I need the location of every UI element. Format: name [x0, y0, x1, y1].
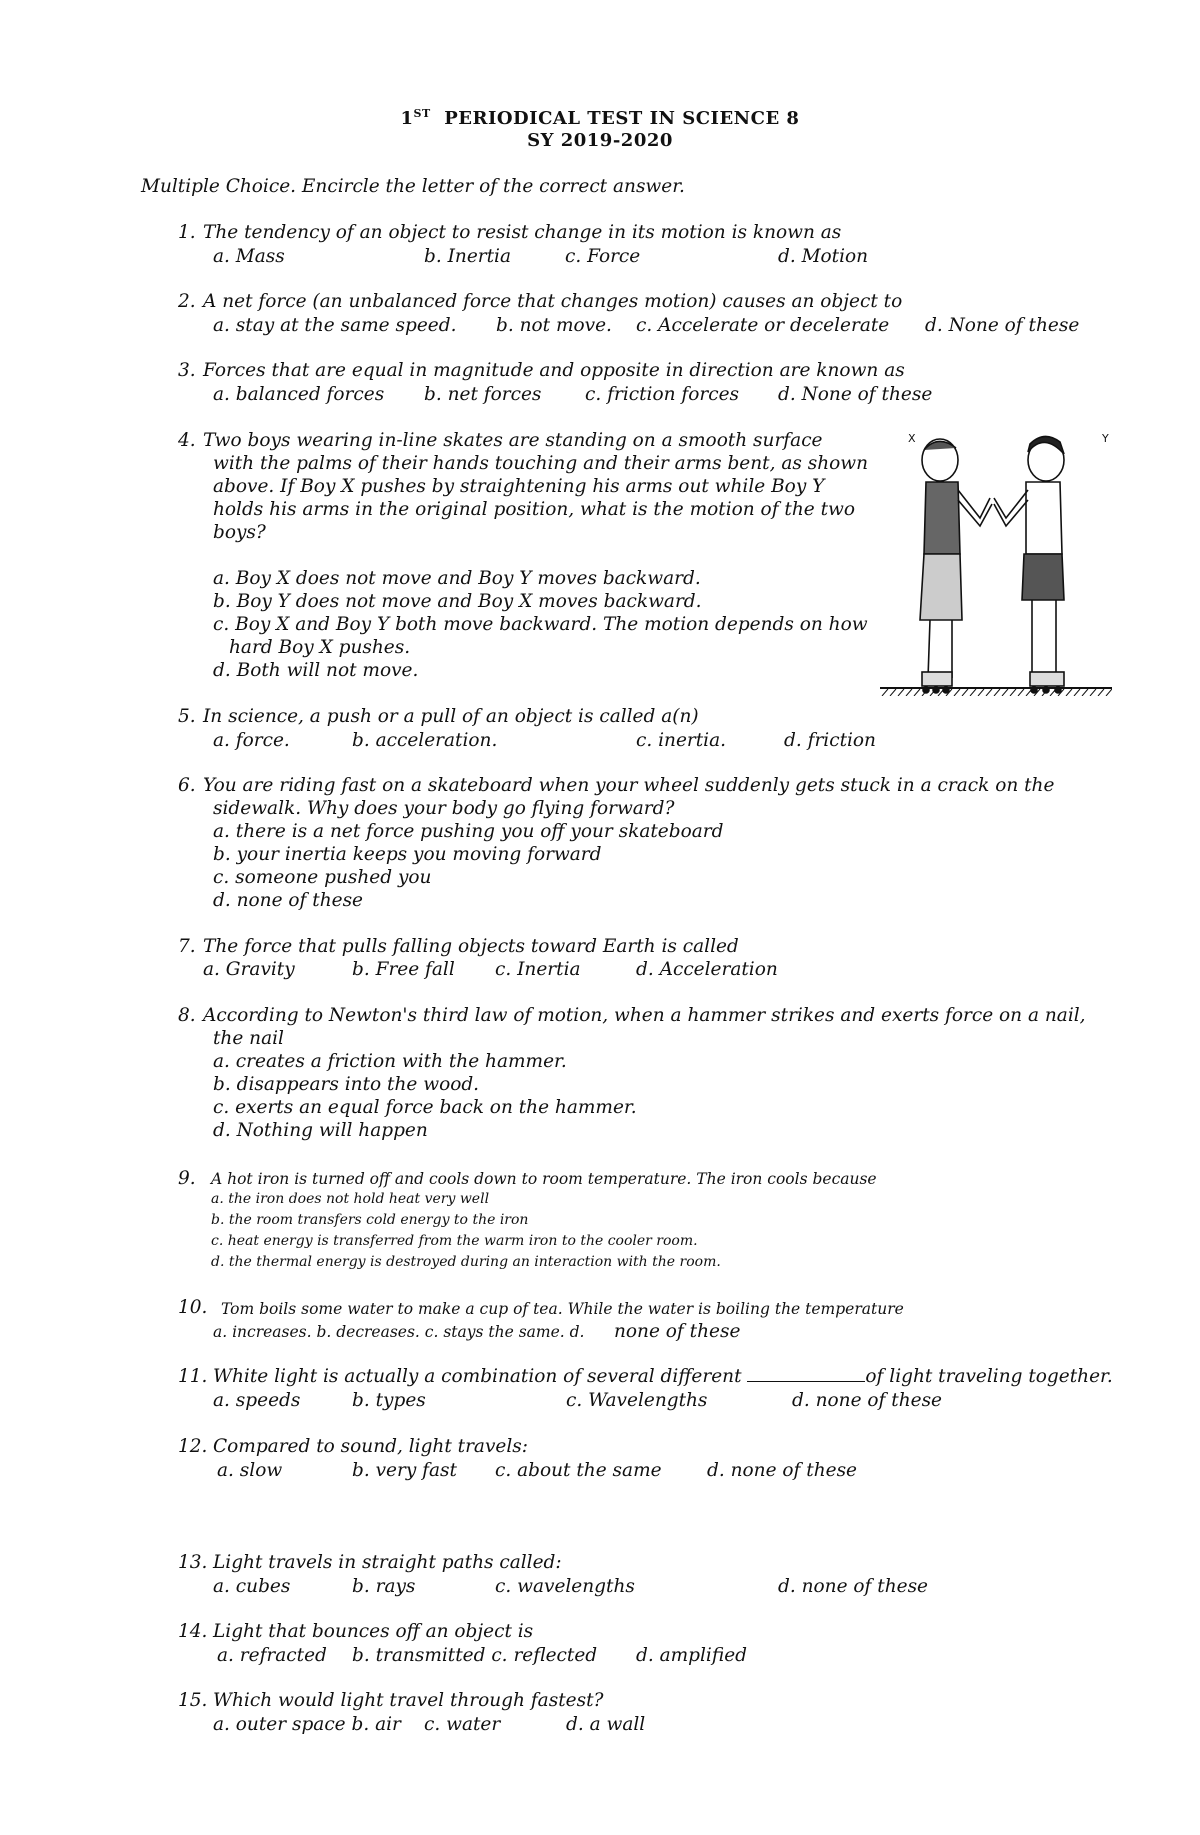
ground-hatch — [890, 689, 896, 696]
choice-c[interactable]: c. Force — [565, 246, 641, 267]
question-number: 15. — [178, 1690, 208, 1711]
question-text: above. If Boy X pushes by straightening his arms out while Boy Y — [213, 476, 825, 497]
answer-blank[interactable] — [747, 1367, 865, 1382]
title-number: 1 — [400, 108, 414, 129]
choice-c[interactable]: c. exerts an equal force back on the hammer. — [213, 1097, 637, 1118]
choice-a[interactable]: a. speeds — [213, 1390, 301, 1411]
question-text: The tendency of an object to resist change in its motion is known as — [203, 222, 842, 243]
choice-d[interactable]: d. Acceleration — [636, 959, 778, 980]
instructions: Multiple Choice. Encircle the letter of the correct answer. — [141, 176, 685, 197]
ground-hatch — [970, 689, 976, 696]
question-number: 6. — [178, 775, 196, 796]
question-text: sidewalk. Why does your body go flying forward? — [213, 798, 675, 819]
school-year: SY 2019-2020 — [527, 130, 673, 151]
choice-d[interactable]: none of these — [614, 1321, 741, 1342]
ground-hatch — [1002, 689, 1008, 696]
choice-c[interactable]: c. Wavelengths — [566, 1390, 708, 1411]
choice-d[interactable]: d. none of these — [778, 1576, 929, 1597]
ground-hatch — [962, 689, 968, 696]
choice-d[interactable]: d. None of these — [778, 384, 933, 405]
choice-c[interactable]: c. heat energy is transferred from the warm iron to the cooler room. — [211, 1233, 698, 1249]
choice-d[interactable]: d. none of these — [707, 1460, 858, 1481]
question-text: You are riding fast on a skateboard when your wheel suddenly gets stuck in a crack on the — [203, 775, 1055, 796]
choice-c[interactable]: c. Accelerate or decelerate — [636, 315, 890, 336]
question-number: 2. — [178, 291, 196, 312]
skaters-figure — [880, 428, 1112, 696]
choice-a[interactable]: a. there is a net force pushing you off your skateboard — [213, 821, 724, 842]
question-text: Two boys wearing in-line skates are standing on a smooth surface — [203, 430, 823, 451]
choice-a[interactable]: a. Gravity — [203, 959, 295, 980]
choice-a[interactable]: a. refracted — [217, 1645, 327, 1666]
choice-c-continued: hard Boy X pushes. — [229, 637, 411, 658]
choice-b[interactable]: b. rays — [352, 1576, 416, 1597]
choice-a[interactable]: a. the iron does not hold heat very well — [211, 1191, 490, 1207]
question-number: 1. — [178, 222, 196, 243]
choice-c[interactable]: c. water — [424, 1714, 501, 1735]
question-text: holds his arms in the original position, what is the motion of the two — [213, 499, 856, 520]
question-number: 5. — [178, 706, 196, 727]
ground-hatch — [882, 689, 888, 696]
choice-d[interactable]: d. none of these — [213, 890, 364, 911]
ground-hatch — [1098, 689, 1104, 696]
choice-b[interactable]: b. acceleration. — [352, 730, 498, 751]
choice-d[interactable]: d. Both will not move. — [213, 660, 419, 681]
choice-d[interactable]: d. Nothing will happen — [213, 1120, 428, 1141]
ground-hatch — [1066, 689, 1072, 696]
question-number: 12. — [178, 1436, 208, 1457]
choice-b[interactable]: b. types — [352, 1390, 426, 1411]
choice-b[interactable]: b. very fast — [352, 1460, 457, 1481]
question-text-part-1: White light is actually a combination of several different — [213, 1366, 742, 1387]
choice-a[interactable]: a. stay at the same speed. — [213, 315, 457, 336]
question-number: 7. — [178, 936, 196, 957]
ground-hatch — [994, 689, 1000, 696]
ground-hatch — [1082, 689, 1088, 696]
ground-hatch — [1106, 689, 1112, 696]
ground-hatch — [898, 689, 904, 696]
question-text: the nail — [213, 1028, 284, 1049]
choice-c[interactable]: c. someone pushed you — [213, 867, 432, 888]
question-text: boys? — [213, 522, 266, 543]
figure-label-y: Y — [1102, 432, 1109, 445]
choice-c[interactable]: c. Inertia — [495, 959, 581, 980]
question-number: 13. — [178, 1552, 208, 1573]
choice-a[interactable]: a. Boy X does not move and Boy Y moves backward. — [213, 568, 701, 589]
question-number: 8. — [178, 1005, 196, 1026]
question-text — [213, 1366, 1113, 1387]
question-number: 9. — [178, 1168, 196, 1189]
choice-a[interactable]: a. slow — [217, 1460, 283, 1481]
choices-a-b[interactable]: a. outer space b. air — [213, 1714, 401, 1735]
ground-hatch — [986, 689, 992, 696]
ground-hatch — [906, 689, 912, 696]
ground-hatch — [1010, 689, 1016, 696]
question-number: 4. — [178, 430, 196, 451]
figure-label-x: X — [908, 432, 916, 445]
choice-b[interactable]: b. Inertia — [424, 246, 511, 267]
title-text: PERIODICAL TEST IN SCIENCE 8 — [444, 108, 800, 129]
ground-hatch — [1074, 689, 1080, 696]
question-text: Light travels in straight paths called: — [213, 1552, 562, 1573]
choice-d[interactable]: d. None of these — [925, 315, 1080, 336]
choice-a[interactable]: a. cubes — [213, 1576, 291, 1597]
choice-a[interactable]: a. Mass — [213, 246, 285, 267]
choice-c[interactable]: c. about the same — [495, 1460, 662, 1481]
choice-d[interactable]: d. friction — [784, 730, 876, 751]
choice-c[interactable]: c. inertia. — [636, 730, 727, 751]
question-text: In science, a push or a pull of an object is called a(n) — [203, 706, 699, 727]
question-text: Tom boils some water to make a cup of tea. While the water is boiling the temperature — [221, 1300, 904, 1318]
choices-a-to-c[interactable]: a. increases. b. decreases. c. stays the same. d. — [213, 1323, 585, 1341]
title-superscript: ST — [413, 107, 431, 120]
question-text: A net force (an unbalanced force that changes motion) causes an object to — [203, 291, 903, 312]
question-text-part-2: of light traveling together. — [865, 1366, 1113, 1387]
choice-d[interactable]: d. Motion — [778, 246, 869, 267]
question-number: 10. — [178, 1297, 208, 1318]
ground-hatch — [978, 689, 984, 696]
test-title — [0, 107, 1200, 129]
choice-a[interactable]: a. creates a friction with the hammer. — [213, 1051, 567, 1072]
choice-b[interactable]: b. disappears into the wood. — [213, 1074, 480, 1095]
question-text: Which would light travel through fastest? — [213, 1690, 604, 1711]
question-number: 14. — [178, 1621, 208, 1642]
ground-hatch — [914, 689, 920, 696]
choice-b[interactable]: b. Boy Y does not move and Boy X moves backward. — [213, 591, 702, 612]
choice-b[interactable]: b. net forces — [424, 384, 542, 405]
ground-hatch — [1050, 689, 1056, 696]
ground-hatch — [1090, 689, 1096, 696]
choice-c[interactable]: c. friction forces — [585, 384, 740, 405]
choice-b[interactable]: b. not move. — [496, 315, 612, 336]
choice-c[interactable]: c. wavelengths — [495, 1576, 635, 1597]
choice-c[interactable]: c. Boy X and Boy Y both move backward. The motion depends on how — [213, 614, 868, 635]
question-text: Compared to sound, light travels: — [213, 1436, 528, 1457]
question-text: Light that bounces off an object is — [213, 1621, 534, 1642]
ground-hatch — [954, 689, 960, 696]
choice-b[interactable]: b. the room transfers cold energy to the iron — [211, 1212, 529, 1228]
question-text: A hot iron is turned off and cools down to room temperature. The iron cools because — [211, 1170, 877, 1188]
choice-d[interactable]: d. the thermal energy is destroyed during an interaction with the room. — [211, 1254, 721, 1270]
choice-d[interactable]: d. none of these — [792, 1390, 943, 1411]
question-text: The force that pulls falling objects toward Earth is called — [203, 936, 739, 957]
choice-a[interactable]: a. force. — [213, 730, 290, 751]
ground-hatch — [1026, 689, 1032, 696]
question-text: According to Newton's third law of motion, when a hammer strikes and exerts force on a nail, — [203, 1005, 1086, 1026]
question-text: Forces that are equal in magnitude and opposite in direction are known as — [203, 360, 905, 381]
ground-hatch — [1018, 689, 1024, 696]
question-number: 11. — [178, 1366, 208, 1387]
choice-b[interactable]: b. Free fall — [352, 959, 455, 980]
question-number: 3. — [178, 360, 196, 381]
question-text: with the palms of their hands touching and their arms bent, as shown — [213, 453, 869, 474]
choice-a[interactable]: a. balanced forces — [213, 384, 385, 405]
choices-b-c[interactable]: b. transmitted c. reflected — [352, 1645, 598, 1666]
choice-b[interactable]: b. your inertia keeps you moving forward — [213, 844, 602, 865]
choice-d[interactable]: d. a wall — [566, 1714, 646, 1735]
choice-d[interactable]: d. amplified — [636, 1645, 747, 1666]
